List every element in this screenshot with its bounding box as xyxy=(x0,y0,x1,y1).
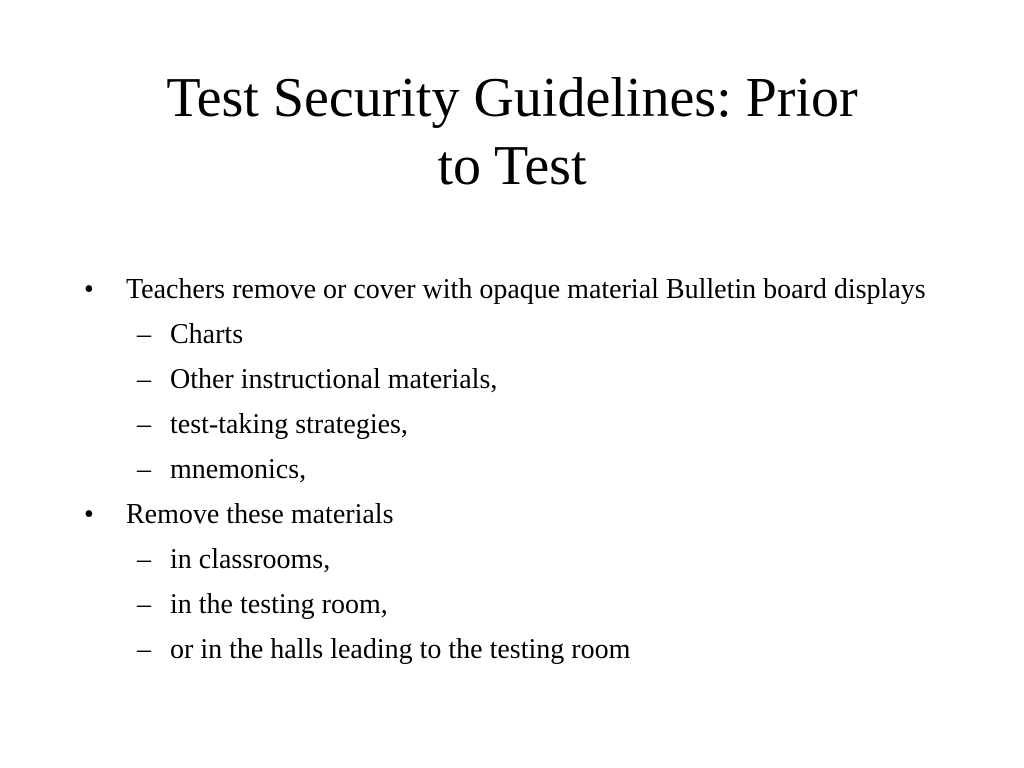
title-line-2: to Test xyxy=(437,135,587,197)
sub-bullet-item xyxy=(84,407,944,443)
sub-bullet-item xyxy=(84,452,944,488)
dash-marker: – xyxy=(137,454,151,485)
bullet-item xyxy=(84,272,944,308)
sub-bullet-text: Charts xyxy=(170,319,244,350)
bullet-marker: • xyxy=(84,499,94,530)
sub-bullet-text: test-taking strategies, xyxy=(170,409,408,440)
slide-title xyxy=(80,64,944,200)
bullet-text: Remove these materials xyxy=(126,499,394,530)
sub-bullet-text: in classrooms, xyxy=(170,544,331,575)
bullet-marker: • xyxy=(84,274,94,305)
sub-bullet-text: Other instructional materials, xyxy=(170,364,498,395)
bullet-text: Teachers remove or cover with opaque material Bulletin board displays xyxy=(126,274,926,305)
sub-bullet-item xyxy=(84,542,944,578)
dash-marker: – xyxy=(137,409,151,440)
dash-marker: – xyxy=(137,319,151,350)
sub-bullet-item xyxy=(84,317,944,353)
bullet-item xyxy=(84,497,944,533)
sub-bullet-text: in the testing room, xyxy=(170,589,388,620)
sub-bullet-item xyxy=(84,632,944,668)
sub-bullet-item xyxy=(84,362,944,398)
dash-marker: – xyxy=(137,364,151,395)
slide-body xyxy=(84,272,944,677)
sub-bullet-item xyxy=(84,587,944,623)
sub-bullet-text: mnemonics, xyxy=(170,454,307,485)
title-line-1: Test Security Guidelines: Prior xyxy=(166,67,858,129)
dash-marker: – xyxy=(137,589,151,620)
sub-bullet-text: or in the halls leading to the testing room xyxy=(170,634,631,665)
dash-marker: – xyxy=(137,544,151,575)
dash-marker: – xyxy=(137,634,151,665)
